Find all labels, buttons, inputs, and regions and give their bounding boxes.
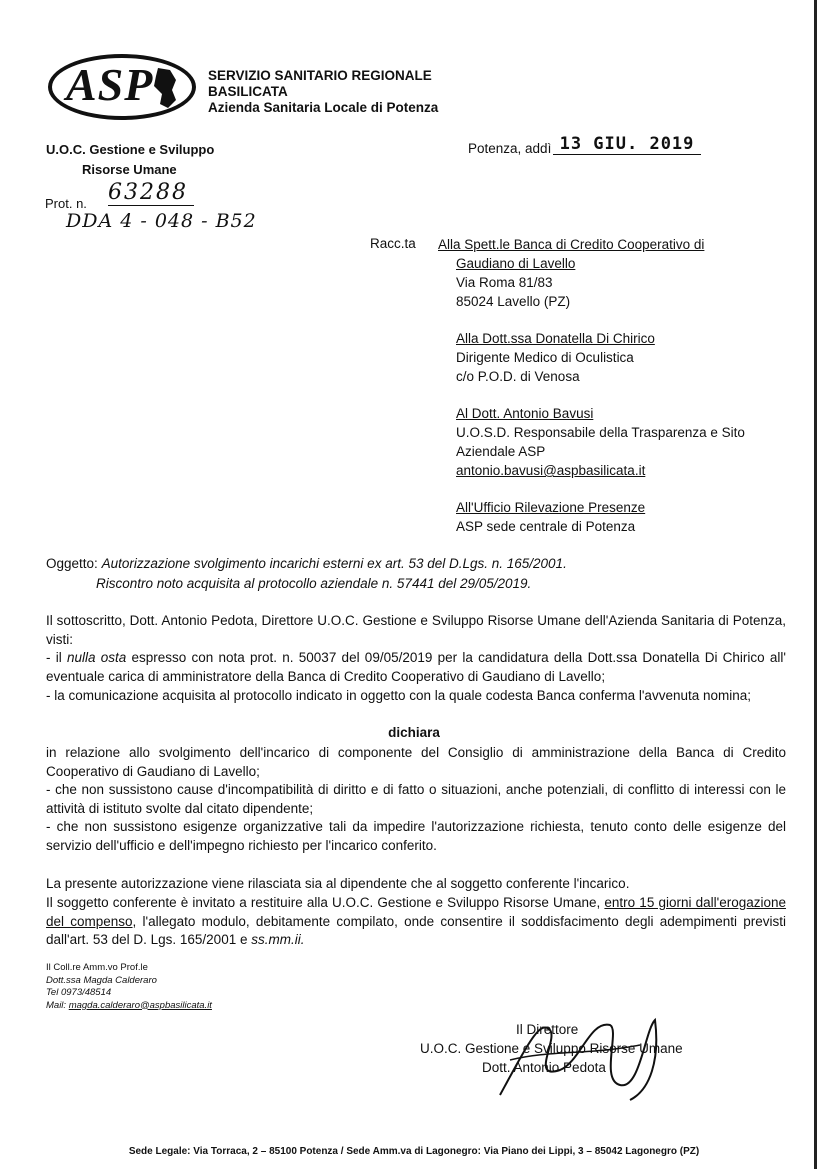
- recipient-line: Alla Dott.ssa Donatella Di Chirico: [456, 331, 655, 346]
- department-line: U.O.C. Gestione e Sviluppo: [46, 142, 215, 157]
- handwritten-signature: [470, 1000, 690, 1110]
- recipient-block: [438, 329, 655, 386]
- recipient-block: [438, 235, 704, 311]
- signature-line: U.O.C. Gestione e Sviluppo Risorse Umane: [420, 1041, 683, 1056]
- raccomandata-label: Racc.ta: [370, 236, 416, 251]
- recipient-line: Aziendale ASP: [456, 444, 546, 459]
- recipient-email-link[interactable]: antonio.bavusi@aspbasilicata.it: [456, 463, 646, 478]
- date-stamp: 13 GIU. 2019: [553, 134, 701, 155]
- subject-line: Riscontro noto acquisita al protocollo aziendale n. 57441 del 29/05/2019.: [96, 576, 532, 591]
- relation-paragraph: in relazione allo svolgimento dell'incarico di componente del Consiglio di amministrazione della Banca di Credito Cooperativo di Gaudiano di Lavello;: [46, 745, 786, 779]
- recipient-line: Alla Spett.le Banca di Credito Cooperativo di: [438, 237, 705, 252]
- protocol-label: Prot. n.: [45, 196, 87, 211]
- recipient-line: 85024 Lavello (PZ): [456, 294, 571, 309]
- recipient-block: [438, 498, 645, 536]
- protocol-number: 63288: [108, 180, 194, 206]
- org-line: Azienda Sanitaria Locale di Potenza: [208, 100, 439, 115]
- contact-block: [46, 962, 212, 1012]
- signature-line: Il Direttore: [516, 1022, 579, 1037]
- recipient-line: ASP sede centrale di Potenza: [456, 519, 636, 534]
- contact-mail-link[interactable]: magda.calderaro@aspbasilicata.it: [68, 999, 212, 1011]
- final-paragraph: Il soggetto conferente è invitato a restituire alla U.O.C. Gestione e Sviluppo Risorse Umane, entro 15 giorni dall'erogazione del compenso, l'allegato modulo, debitamente compilato, onde consentire il soddisfacimento degli adempimenti previsti dall'art. 53 del D. Lgs. 165/2001 e ss.mm.ii.: [46, 895, 787, 947]
- scan-edge: [814, 0, 817, 1169]
- subject-label: Oggetto:: [46, 556, 98, 571]
- subject-block: [46, 554, 567, 594]
- visti-item: - il nulla osta espresso con nota prot. n. 50037 del 09/05/2019 per la candidatura della Dott.ssa Donatella Di Chirico all' eventuale carica di amministratore della Banca di Credito Cooperativo di Gaudiano di Lavello;: [46, 650, 787, 684]
- basilicata-map-icon: [150, 66, 180, 110]
- recipient-line: U.O.S.D. Responsabile della Trasparenza e Sito: [456, 425, 745, 440]
- place-label: Potenza, addì: [468, 141, 552, 156]
- signature-line: Dott. Antonio Pedota: [482, 1060, 606, 1075]
- contact-line: Tel 0973/48514: [46, 987, 112, 998]
- declaration-item: - che non sussistono cause d'incompatibilità di diritto e di fatto o situazioni, anche potenziali, di conflitto di interessi con le attività di istituto svolte dal citato dipendente;: [46, 782, 786, 816]
- org-line: BASILICATA: [208, 84, 288, 99]
- recipient-block: [438, 404, 745, 480]
- subject-line: Autorizzazione svolgimento incarichi esterni ex art. 53 del D.Lgs. n. 165/2001.: [101, 556, 567, 571]
- department-line: Risorse Umane: [82, 162, 177, 177]
- recipient-line: Dirigente Medico di Oculistica: [456, 350, 634, 365]
- dichiara-heading: dichiara: [388, 725, 440, 740]
- protocol-code: DDA 4 - 048 - B52: [66, 210, 257, 232]
- org-line: SERVIZIO SANITARIO REGIONALE: [208, 68, 432, 83]
- footer-address: Sede Legale: Via Torraca, 2 – 85100 Potenza / Sede Amm.va di Lagonegro: Via Piano dei Lippi, 3 – 85042 Lagonegro (PZ): [128, 1146, 700, 1157]
- asp-logo-text: ASP: [66, 59, 154, 110]
- declaration-item: - che non sussistono esigenze organizzative tali da impedire l'autorizzazione richiesta, tenuto conto delle esigenze del servizio dell'ufficio e dell'impegno richiesto per l'incarico conferito.: [46, 819, 786, 853]
- intro-paragraph: Il sottoscritto, Dott. Antonio Pedota, Direttore U.O.C. Gestione e Sviluppo Risorse Umane dell'Azienda Sanitaria di Potenza, visti:: [46, 613, 786, 647]
- recipient-line: Al Dott. Antonio Bavusi: [456, 406, 594, 421]
- contact-line: Dott.ssa Magda Calderaro: [46, 974, 157, 986]
- recipient-line: c/o P.O.D. di Venosa: [456, 369, 580, 384]
- contact-line: Il Coll.re Amm.vo Prof.le: [46, 962, 148, 973]
- department-block: [46, 140, 214, 180]
- final-paragraph: La presente autorizzazione viene rilasciata sia al dipendente che al soggetto conferente l'incarico.: [46, 876, 630, 891]
- recipient-line: All'Ufficio Rilevazione Presenze: [456, 500, 646, 515]
- org-header: [208, 68, 438, 116]
- recipient-line: Via Roma 81/83: [456, 275, 553, 290]
- recipient-line: Gaudiano di Lavello: [456, 256, 576, 271]
- contact-mail-label: Mail:: [46, 999, 69, 1011]
- visti-item: - la comunicazione acquisita al protocollo indicato in oggetto con la quale codesta Banca conferma l'avvenuta nomina;: [46, 688, 752, 703]
